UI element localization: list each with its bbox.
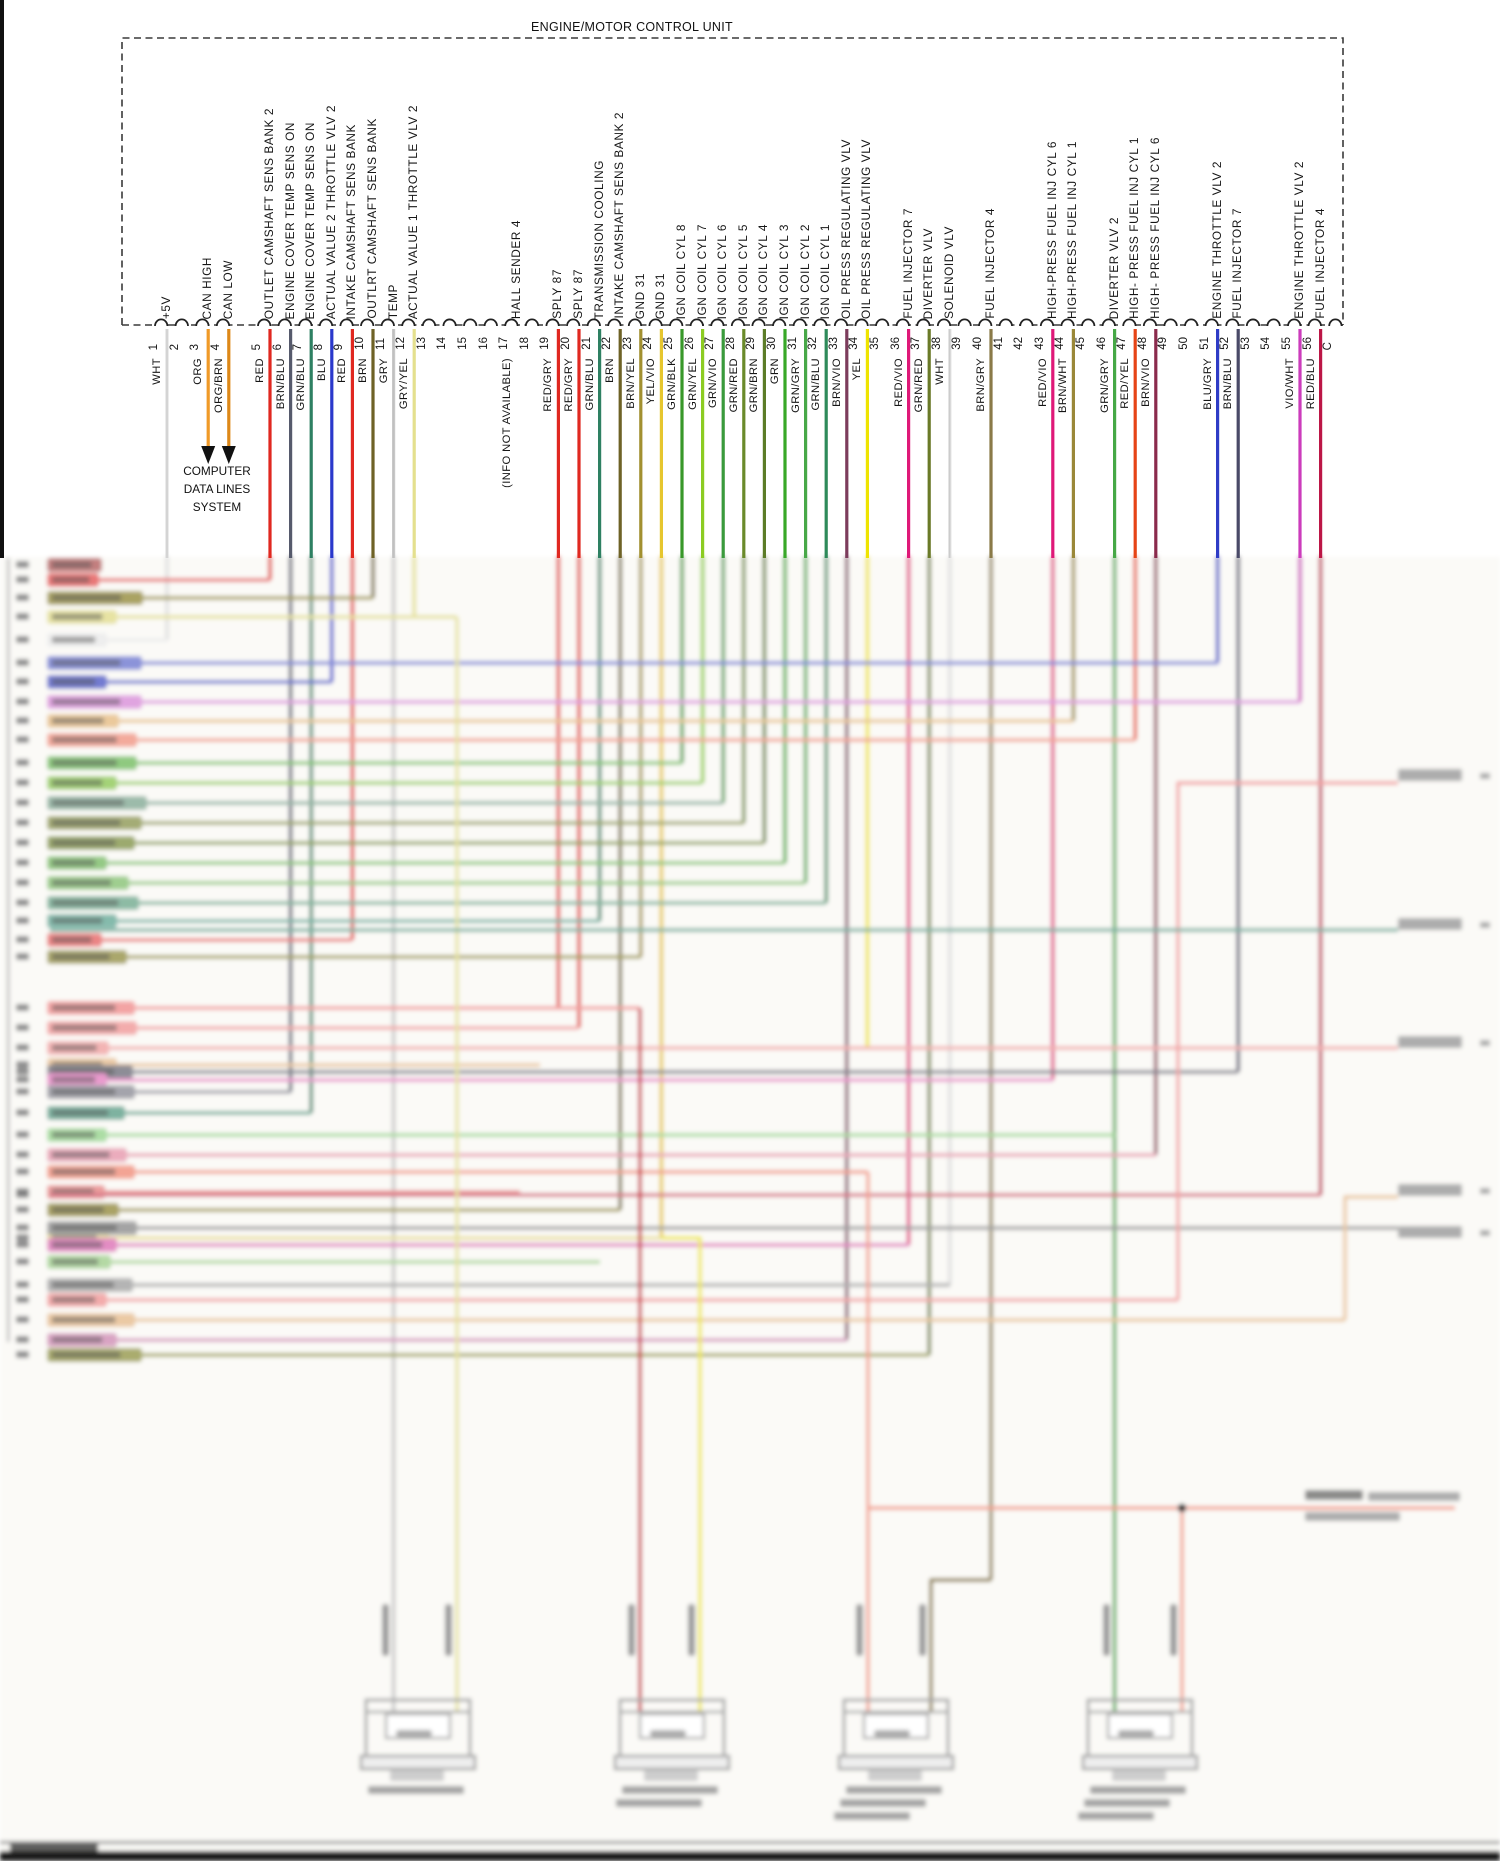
pin-number: 23: [621, 337, 634, 350]
pin-number: 29: [745, 337, 758, 350]
pin-wire-color-label: BRN/WHT: [1057, 358, 1070, 414]
pin-function-label: IGN COIL CYL 4: [756, 223, 771, 319]
pin-number: 24: [642, 337, 655, 350]
pin-function-label: +5V: [159, 295, 173, 319]
pin-number: 22: [601, 337, 614, 350]
pin-function-label: DIVERTER VLV: [921, 227, 936, 319]
pin-function-label: FUEL INJECTOR 4: [983, 208, 997, 319]
pin-number: 2: [168, 343, 181, 350]
pin-number: 32: [807, 337, 820, 350]
note-line: COMPUTER: [183, 464, 251, 478]
note-line: DATA LINES: [183, 482, 251, 496]
pin-wire-color-label: GRN/GRY: [1098, 358, 1111, 413]
pin-number: 9: [333, 343, 346, 350]
pin-number: 45: [1075, 337, 1087, 350]
pin-function-label: HIGH- PRESS FUEL INJ CYL 6: [1147, 137, 1162, 319]
pin-number: 26: [683, 337, 696, 350]
pin-function-label: IGN COIL CYL 8: [674, 223, 688, 319]
pin-number: 54: [1260, 337, 1273, 350]
pin-wire-color-label: GRN/BLK: [666, 358, 678, 410]
pin-number: 36: [889, 337, 902, 350]
pin-function-label: HALL SENDER 4: [509, 219, 524, 319]
pin-wire-color-label: BRN/YEL: [624, 358, 637, 409]
pin-wire-color-label: ORG/BRN: [212, 358, 225, 414]
pin-number: 28: [724, 337, 737, 350]
pin-function-label: IGN COIL CYL 2: [797, 223, 812, 319]
pin-wire-color-label: ORG: [192, 358, 205, 385]
pin-number: 18: [518, 337, 531, 350]
pin-number: 7: [292, 343, 305, 350]
pin-wire-color-label: RED/VIO: [892, 358, 905, 407]
pin-number: 46: [1095, 337, 1108, 350]
pin-number: 30: [766, 337, 778, 350]
pin-function-label: OUTLET CAMSHAFT SENS BANK 2: [262, 107, 276, 319]
pin-number: 43: [1033, 337, 1046, 350]
pin-wire-color-label: GRN/YEL: [686, 358, 699, 410]
pin-number: 44: [1054, 337, 1067, 350]
pin-function-label: DIVERTER VLV 2: [1106, 216, 1121, 319]
pin-number: 17: [498, 337, 511, 350]
pin-number: 52: [1219, 337, 1232, 350]
computer-data-lines-note: [148, 462, 286, 516]
pin-wire-color-label: GRN/VIO: [707, 358, 720, 409]
pin-number: 19: [539, 337, 552, 350]
pin-function-label: IGN COIL CYL 5: [735, 223, 750, 319]
pin-number: 16: [477, 337, 490, 350]
pin-wire-color-label: BRN/GRY: [975, 358, 987, 412]
pin-number: 33: [827, 337, 840, 350]
pin-number: 25: [663, 337, 675, 350]
pin-number: 20: [560, 337, 572, 350]
pin-function-label: CAN HIGH: [200, 256, 215, 319]
pin-function-label: IGN COIL CYL 3: [777, 223, 791, 319]
note-line: SYSTEM: [192, 500, 242, 514]
pin-number: 3: [189, 343, 202, 350]
pin-function-label: OUTLRT CAMSHAFT SENS BANK: [365, 118, 379, 319]
pin-number: C: [1322, 341, 1335, 350]
pin-wire-color-label: RED: [254, 358, 266, 383]
pin-number: 56: [1301, 337, 1314, 350]
pin-wire-color-label: WHT: [151, 358, 163, 385]
pin-number: 15: [457, 337, 469, 350]
pin-wire-color-label: BRN/VIO: [830, 358, 843, 407]
pin-number: 1: [148, 343, 160, 350]
pin-function-label: INTAKE CAMSHAFT SENS BANK: [344, 123, 359, 319]
pin-wire-color-label: GRN/BLU: [583, 358, 596, 411]
pin-function-label: SPLY 87: [550, 269, 565, 319]
pin-function-label: FUEL INJECTOR 4: [1312, 208, 1327, 319]
pin-function-label: OIL PRESS REGULATING VLV: [838, 138, 853, 319]
pin-number: 13: [415, 337, 428, 350]
pin-number: 50: [1178, 337, 1190, 350]
pin-number: 37: [910, 337, 923, 350]
pin-function-label: ACTUAL VALUE 2 THROTTLE VLV 2: [323, 104, 338, 319]
pin-wire-color-label: BRN: [604, 358, 617, 383]
pin-wire-color-label: BLU/GRY: [1201, 358, 1214, 410]
pin-function-label: INTAKE CAMSHAFT SENS BANK 2: [612, 112, 627, 319]
pin-wire-color-label: GRN/BRN: [748, 358, 761, 413]
pin-wire-color-label: GRN/BLU: [810, 358, 823, 411]
pin-number: 49: [1157, 337, 1170, 350]
pin-number: 51: [1198, 337, 1211, 350]
pin-wire-color-label: BRN/BLU: [1222, 358, 1235, 410]
pin-function-label: GND 31: [653, 272, 668, 319]
pin-function-label: FUEL INJECTOR 7: [900, 208, 915, 319]
pin-wire-color-label: RED/YEL: [1119, 358, 1132, 409]
pin-number: 10: [354, 337, 366, 350]
pin-function-label: CAN LOW: [220, 259, 235, 319]
pin-number: 4: [209, 343, 222, 350]
pin-function-label: ENGINE THROTTLE VLV 2: [1292, 161, 1306, 319]
pin-number: 12: [395, 337, 408, 350]
pin-wire-color-label: GRY/YEL: [398, 358, 411, 410]
pin-number: 21: [580, 337, 593, 350]
pin-number: 41: [992, 337, 1005, 350]
pin-wire-color-label: (INFO NOT AVAILABLE): [501, 358, 514, 488]
pin-function-label: GND 31: [632, 272, 647, 319]
pin-number: 39: [951, 337, 964, 350]
pin-wire-color-label: GRN/GRY: [789, 358, 802, 413]
pin-wire-color-label: YEL: [851, 358, 864, 381]
pin-number: 5: [251, 343, 263, 350]
pin-wire-color-label: GRY: [377, 358, 390, 384]
pin-function-label: IGN COIL CYL 1: [818, 223, 833, 319]
pin-wire-color-label: RED/GRY: [563, 358, 575, 412]
pin-number: 53: [1239, 337, 1252, 350]
pin-number: 35: [869, 337, 881, 350]
pin-wire-color-label: RED/VIO: [1036, 358, 1049, 407]
pin-number: 42: [1013, 337, 1026, 350]
pin-number: 47: [1116, 337, 1129, 350]
pin-function-label: ENGINE THROTTLE VLV 2: [1209, 161, 1224, 319]
pin-wire-color-label: BRN/BLU: [274, 358, 287, 410]
pin-number: 8: [312, 343, 325, 350]
pin-function-label: SOLENOID VLV: [941, 226, 956, 319]
pin-number: 31: [786, 337, 799, 350]
pin-wire-color-label: BLU: [315, 358, 328, 381]
pin-wire-color-label: RED/BLU: [1304, 358, 1317, 410]
ecu-title: ENGINE/MOTOR CONTROL UNIT: [520, 20, 744, 34]
pin-function-label: HIGH- PRESS FUEL INJ CYL 1: [1127, 137, 1142, 319]
pin-function-label: OIL PRESS REGULATING VLV: [859, 138, 874, 319]
pin-wire-color-label: RED/GRY: [542, 358, 555, 412]
pin-function-label: FUEL INJECTOR 7: [1230, 208, 1245, 319]
pin-wire-color-label: GRN/BLU: [295, 358, 308, 411]
pin-function-label: ACTUAL VALUE 1 THROTTLE VLV 2: [406, 104, 421, 319]
pin-number: 38: [930, 337, 943, 350]
pin-wire-color-label: WHT: [933, 358, 946, 385]
pin-function-label: HIGH-PRESS FUEL INJ CYL 6: [1044, 140, 1059, 319]
pin-function-label: ENGINE COVER TEMP SENS ON: [282, 121, 297, 319]
pin-number: 11: [374, 338, 387, 350]
pin-number: 34: [848, 337, 861, 350]
pin-wire-color-label: VIO/WHT: [1284, 358, 1296, 409]
pin-function-label: ENGINE COVER TEMP SENS ON: [303, 121, 318, 319]
pin-wire-color-label: GRN: [769, 358, 781, 385]
pin-number: 55: [1281, 337, 1293, 350]
pin-wire-color-label: BRN: [357, 358, 369, 383]
pin-wire-color-label: GRN/RED: [727, 358, 740, 413]
pin-function-label: TEMP: [385, 283, 400, 319]
pin-number: 6: [271, 343, 284, 350]
pin-function-label: IGN COIL CYL 6: [715, 223, 730, 319]
pin-number: 48: [1136, 337, 1149, 350]
pin-wire-color-label: BRN/VIO: [1139, 358, 1152, 407]
pin-wire-color-label: YEL/VIO: [645, 358, 658, 405]
pin-wire-color-label: GRN/RED: [913, 358, 926, 413]
pin-number: 40: [972, 337, 984, 350]
pin-number: 14: [436, 337, 449, 350]
pin-function-label: TRANSMISSION COOLING: [591, 159, 606, 319]
pin-number: 27: [704, 337, 717, 350]
pin-wire-color-label: RED: [336, 358, 349, 383]
pin-function-label: IGN COIL CYL 7: [694, 223, 709, 319]
pin-function-label: HIGH-PRESS FUEL INJ CYL 1: [1065, 140, 1080, 319]
pin-function-label: SPLY 87: [571, 269, 585, 319]
